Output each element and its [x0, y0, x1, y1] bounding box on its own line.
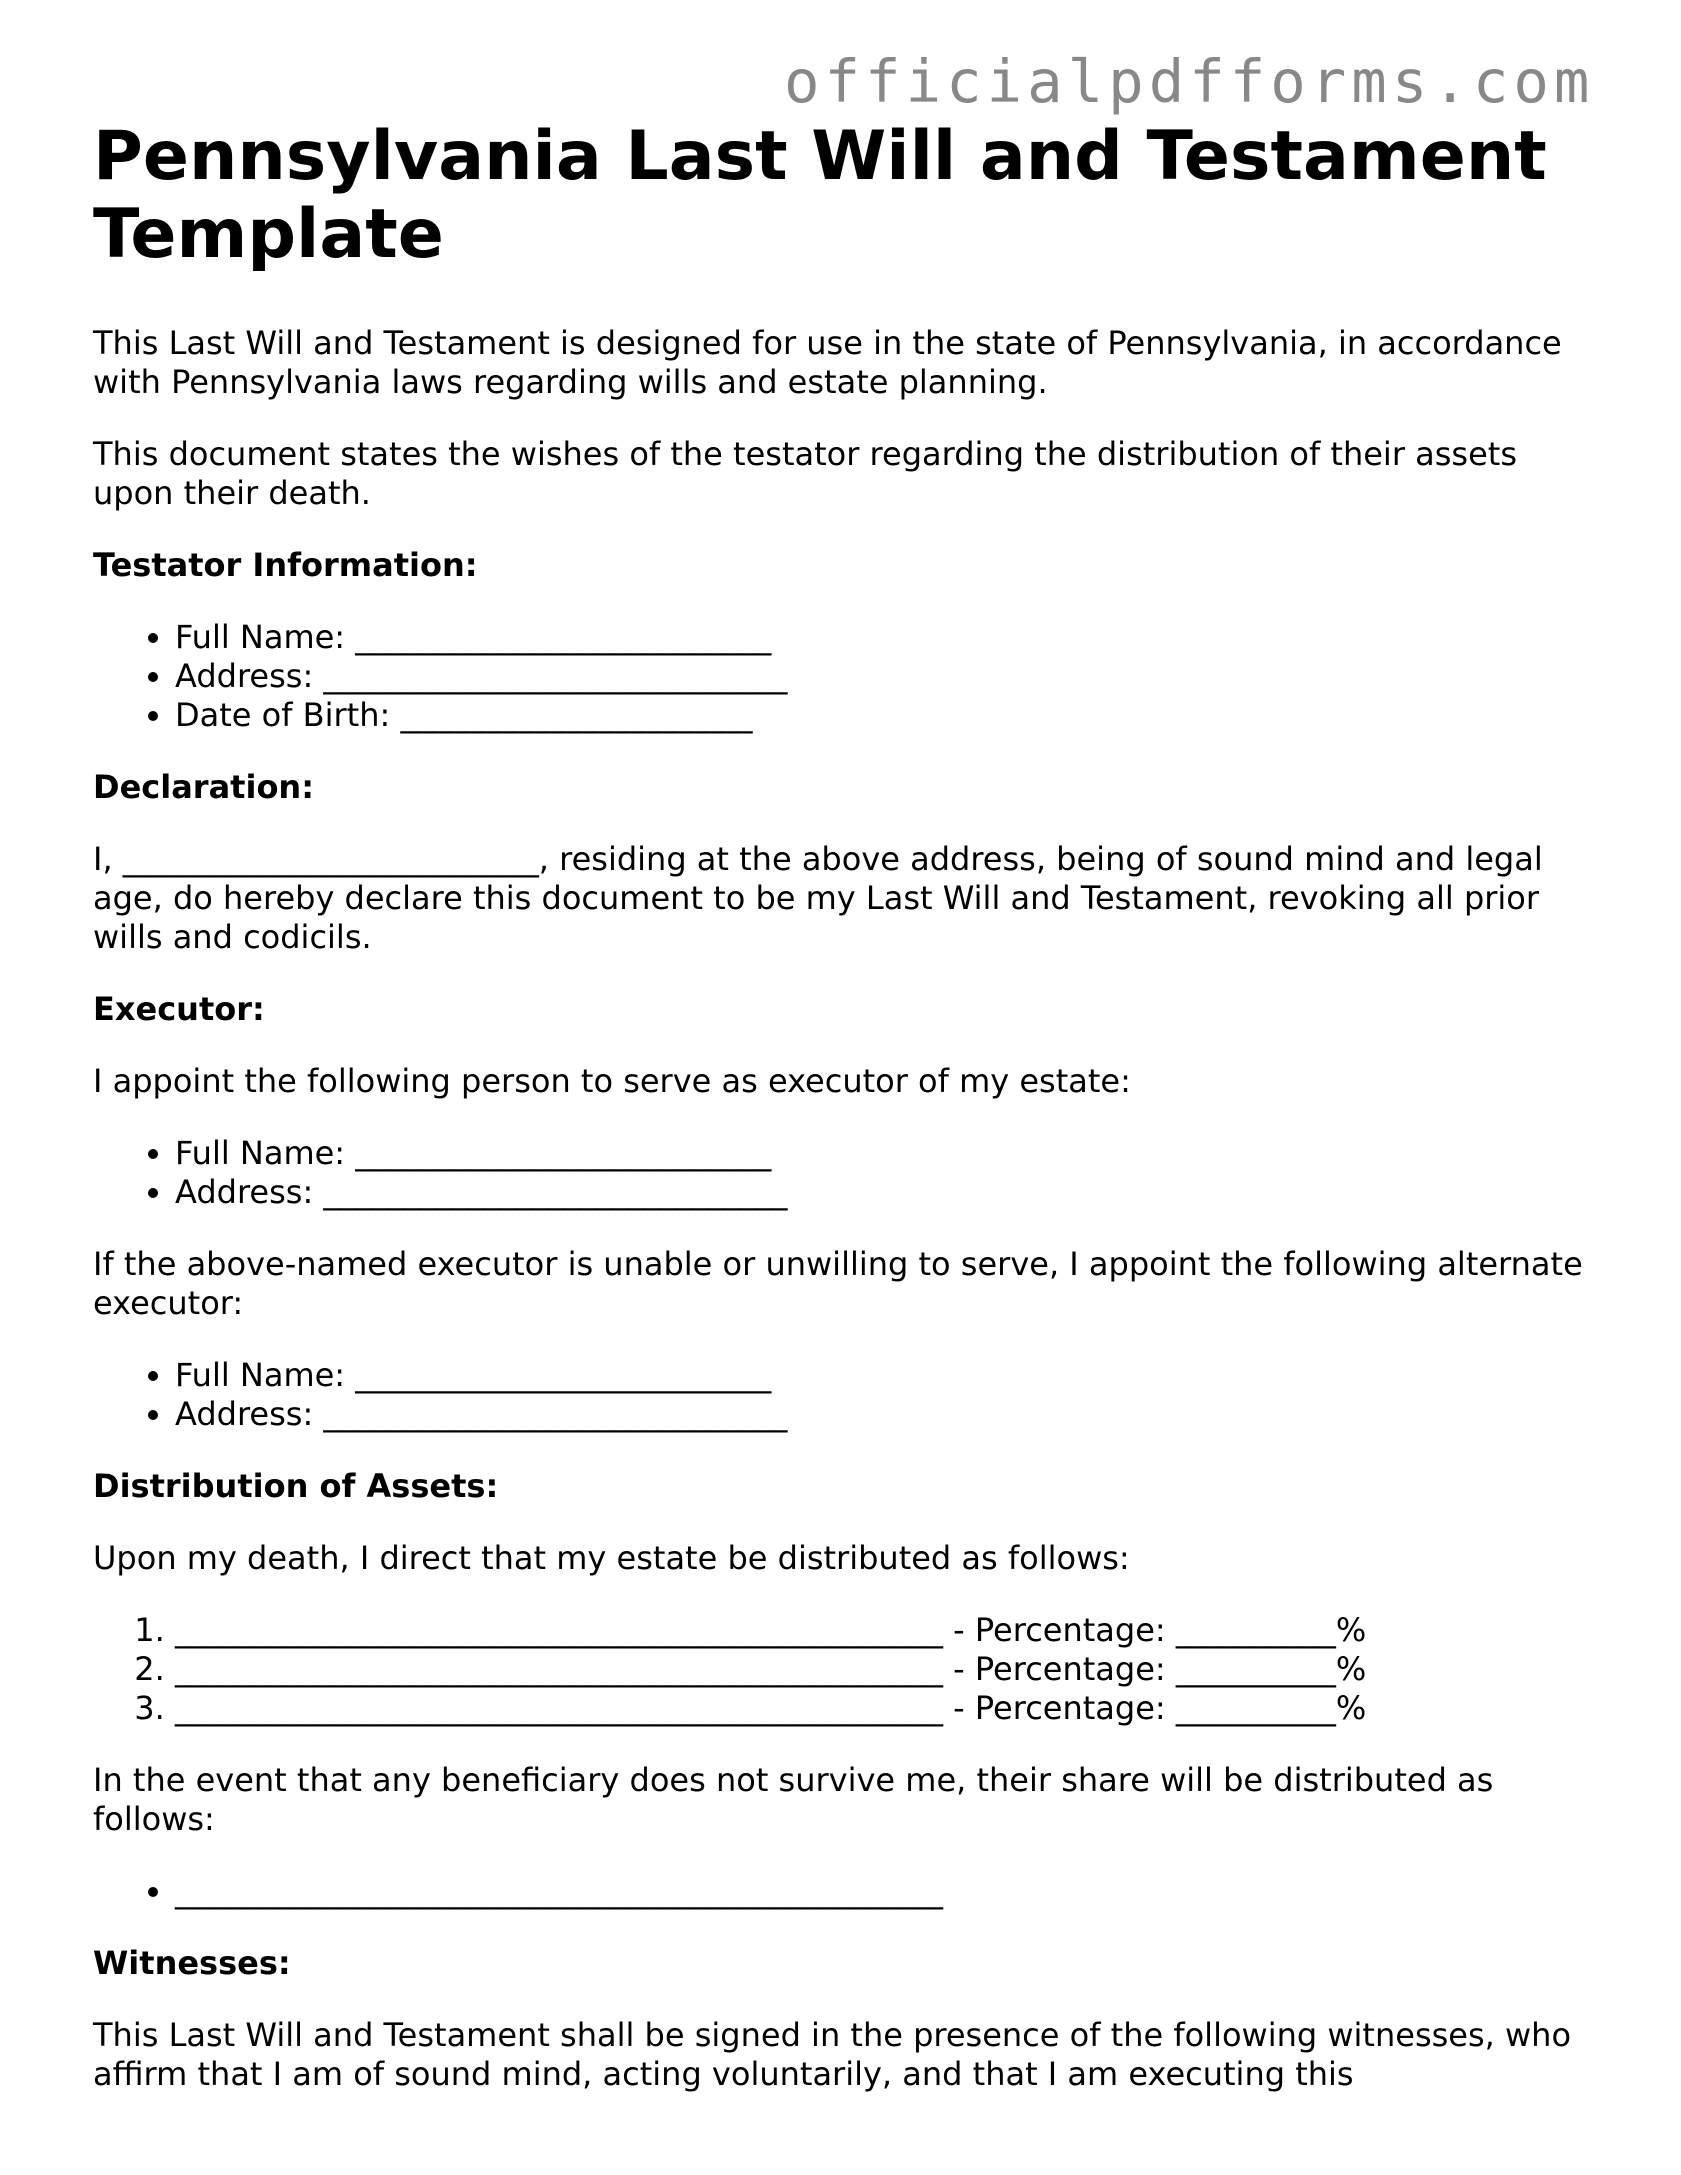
testator-fields-list	[93, 618, 1593, 735]
beneficiary-list	[93, 1611, 1593, 1728]
testator-heading: Testator Information:	[93, 546, 478, 584]
contingency-text: In the event that any beneficiary does not survive me, their share will be distributed as follows:	[93, 1761, 1494, 1838]
document-page	[93, 118, 1593, 2127]
beneficiary-field[interactable]: 2. ________________________________________________ - Percentage: __________%	[175, 1650, 1593, 1689]
contingency-beneficiary-field[interactable]: • ________________________________________________	[175, 1872, 1593, 1911]
executor-fields-list	[93, 1134, 1593, 1212]
beneficiary-field[interactable]: 1. ________________________________________________ - Percentage: __________%	[175, 1611, 1593, 1650]
testator-address-field[interactable]: • Address: _____________________________	[175, 657, 1593, 696]
alternate-executor-full-name-field[interactable]: • Full Name: __________________________	[175, 1356, 1593, 1395]
alternate-executor-address-field[interactable]: • Address: _____________________________	[175, 1395, 1593, 1434]
testator-date-of-birth-field[interactable]: • Date of Birth: ______________________	[175, 696, 1593, 735]
distribution-heading: Distribution of Assets:	[93, 1467, 499, 1505]
intro-paragraph-2: This document states the wishes of the testator regarding the distribution of their assets upon their death.	[93, 435, 1517, 512]
document-title: Pennsylvania Last Will and Testament Template	[93, 117, 1547, 274]
executor-heading: Executor:	[93, 990, 265, 1028]
watermark: officialpdfforms.com	[784, 47, 1595, 116]
declaration-heading: Declaration:	[93, 768, 314, 806]
executor-appoint-text: I appoint the following person to serve as executor of my estate:	[93, 1062, 1131, 1100]
alternate-executor-text: If the above-named executor is unable or unwilling to serve, I appoint the following alternate executor:	[93, 1245, 1583, 1322]
executor-full-name-field[interactable]: • Full Name: __________________________	[175, 1134, 1593, 1173]
alternate-executor-fields-list	[93, 1356, 1593, 1434]
witnesses-heading: Witnesses:	[93, 1944, 291, 1982]
declaration-text: I, __________________________, residing at the above address, being of sound mind and legal age, do hereby declare this document to be my Last Will and Testament, revoking all prior wills and codicils.	[93, 840, 1543, 956]
executor-address-field[interactable]: • Address: _____________________________	[175, 1173, 1593, 1212]
witnesses-text: This Last Will and Testament shall be signed in the presence of the following witnesses, who affirm that I am of sound mind, acting voluntarily, and that I am executing this	[93, 2016, 1572, 2093]
intro-paragraph-1: This Last Will and Testament is designed for use in the state of Pennsylvania, in accordance with Pennsylvania laws regarding wills and estate planning.	[93, 324, 1562, 401]
contingency-list	[93, 1872, 1593, 1911]
testator-full-name-field[interactable]: • Full Name: __________________________	[175, 618, 1593, 657]
beneficiary-field[interactable]: 3. ________________________________________________ - Percentage: __________%	[175, 1689, 1593, 1728]
distribution-text: Upon my death, I direct that my estate be distributed as follows:	[93, 1539, 1130, 1577]
